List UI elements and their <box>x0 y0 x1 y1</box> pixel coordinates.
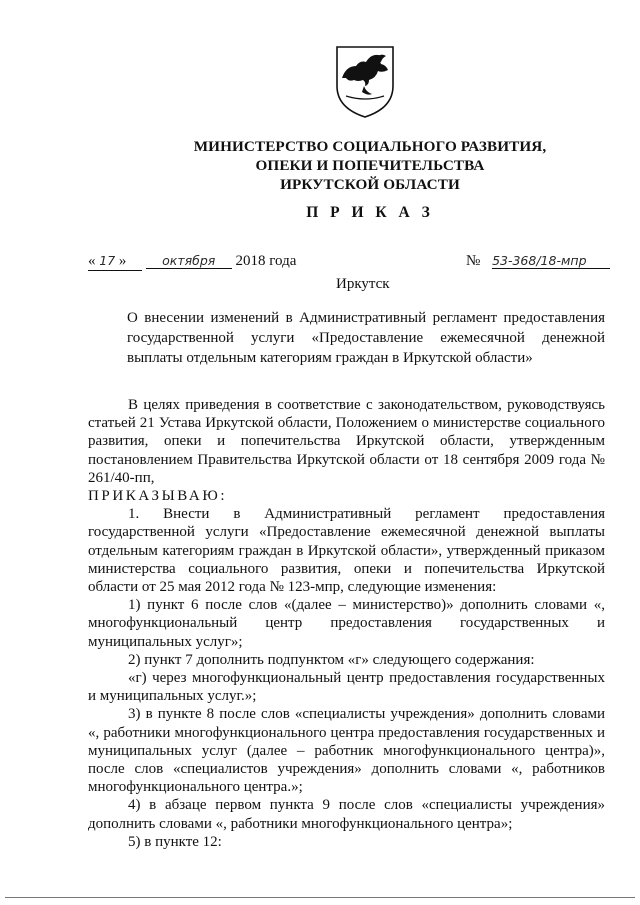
order-subject: О внесении изменений в Административный регламент предоставления государственной услуги «Предоставление ежемесячной денежной выплаты отдельным категориям граждан в Иркутской области» <box>127 310 605 366</box>
subitem-2-paragraph: 2) пункт 7 дополнить подпунктом «г» следующего содержания: <box>128 651 535 668</box>
subitem-1-paragraph: 1) пункт 6 после слов «(далее – министерство)» дополнить словами «, многофункциональный центр предоставления государственных и муниципальных услуг»; <box>88 597 605 650</box>
document-type-title: П Р И К А З <box>306 204 434 221</box>
date-month-handwritten: октября <box>146 253 232 269</box>
subitem-4-paragraph: 4) в абзаце первом пункта 9 после слов «специалисты учреждения» дополнить словами «, работники многофункционального центра»; <box>88 797 605 832</box>
ministry-line-1: МИНИСТЕРСТВО СОЦИАЛЬНОГО РАЗВИТИЯ, <box>193 138 547 155</box>
subitem-2-quoted-text: «г) через многофункциональный центр предоставления государственных и муниципальных услуг.»; <box>88 670 605 705</box>
number-label: № <box>466 253 481 269</box>
item-1-paragraph: 1. Внести в Административный регламент предоставления государственной услуги «Предоставление ежемесячной денежной выплаты отдельным категориям граждан в Иркутской области», утвержденный приказом министерства социального развития, опеки и попечительства Иркутской области от 25 мая 2012 года № 123-мпр, следующие изменения: <box>88 506 605 596</box>
date-year: 2018 года <box>235 253 297 269</box>
ministry-line-3: ИРКУТСКОЙ ОБЛАСТИ <box>280 176 460 193</box>
order-number <box>466 253 610 275</box>
city-name: Иркутск <box>336 276 390 292</box>
order-date <box>88 253 296 275</box>
date-day-handwritten: 17 <box>99 253 116 268</box>
order-body <box>88 396 605 851</box>
page-bottom-edge <box>5 897 635 898</box>
number-handwritten: 53-368/18-мпр <box>492 253 610 269</box>
ministry-line-2: ОПЕКИ И ПОПЕЧИТЕЛЬСТВА <box>255 157 485 174</box>
ministry-name <box>150 137 590 194</box>
coat-of-arms-emblem <box>334 44 396 120</box>
preamble-paragraph: В целях приведения в соответствие с законодательством, руководствуясь статьей 21 Устава Иркутской области, Положением о министерстве социального развития, опеки и попечительства Иркутской области, утвержденным постановлением Правительства Иркутской области от 18 сентября 2009 года № 261/40-пп, <box>88 397 605 486</box>
subitem-3-paragraph: 3) в пункте 8 после слов «специалисты учреждения» дополнить словами «, работники многофункционального центра предоставления государственных и муниципальных услуг (далее – работник многофункционального центра)», после слов «специалистов учреждения» дополнить словами «, работников многофункционального центра.»; <box>88 706 605 796</box>
order-directive: ПРИКАЗЫВАЮ: <box>88 488 228 505</box>
date-quote-open: « <box>88 253 96 269</box>
date-quote-close: » <box>118 253 127 269</box>
subitem-5-paragraph: 5) в пункте 12: <box>128 833 222 850</box>
